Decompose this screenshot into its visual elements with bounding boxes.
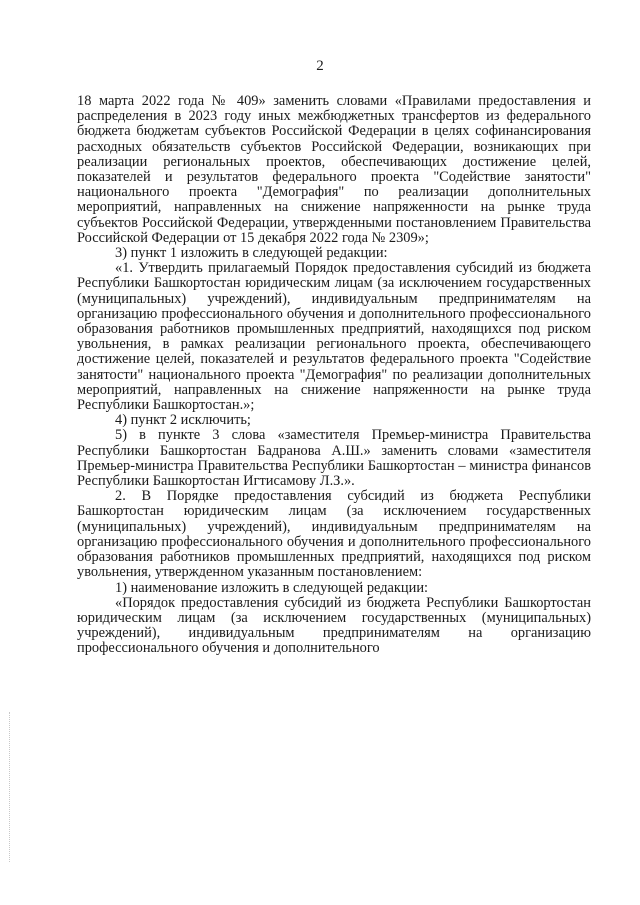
paragraph-8: «Порядок предоставления субсидий из бюджета Республики Башкортостан юридическим лицам (за исключением государственных (муниципальных) учреждений), индивидуальным предпринимателям на организацию профессионального обучения и дополнительного	[77, 594, 591, 657]
document-body	[77, 94, 591, 657]
paragraph-7: 1) наименование изложить в следующей редакции:	[115, 579, 429, 596]
paragraph-4: 4) пункт 2 исключить;	[115, 412, 251, 429]
paragraph-6: 2. В Порядке предоставления субсидий из бюджета Республики Башкортостан юридическим лицам (за исключением государственных (муниципальных) учреждений), индивидуальным предпринимателям на организацию профессионального обучения и дополнительного профессионального образования работников промышленных предприятий, находящихся под риском увольнения, утвержденном указанным постановлением:	[77, 488, 591, 581]
paragraph-1: 18 марта 2022 года № 409» заменить словами «Правилами предоставления и распределения в 2023 году иных межбюджетных трансфертов из федерального бюджета бюджетам субъектов Российской Федерации в целях софинансирования расходных обязательств субъектов Российской Федерации, возникающих при реализации региональных проектов, обеспечивающих достижение целей, показателей и результатов федерального проекта "Содействие занятости" национального проекта "Демография" по реализации дополнительных мероприятий, направленных на снижение напряженности на рынке труда субъектов Российской Федерации, утвержденными постановлением Правительства Российской Федерации от 15 декабря 2022 года № 2309»;	[77, 93, 591, 246]
paragraph-5: 5) в пункте 3 слова «заместителя Премьер-министра Правительства Республики Башкортостан Бадранова А.Ш.» заменить словами «заместителя Премьер-министра Правительства Республики Башкортостан – министра финансов Республики Башкортостан Игтисамову Л.З.».	[77, 427, 591, 490]
paragraph-2: 3) пункт 1 изложить в следующей редакции:	[115, 245, 388, 262]
scan-margin-marks	[9, 712, 12, 862]
page-number: 2	[316, 58, 324, 74]
paragraph-3: «1. Утвердить прилагаемый Порядок предоставления субсидий из бюджета Республики Башкортостан юридическим лицам (за исключением государственных (муниципальных) учреждений), индивидуальным предпринимателям на организацию профессионального обучения и дополнительного профессионального образования работников промышленных предприятий, находящихся под риском увольнения, в рамках реализации регионального проекта, обеспечивающего достижение целей, показателей и результатов федерального проекта "Содействие занятости" национального проекта "Демография" по реализации дополнительных мероприятий, направленных на снижение напряженности на рынке труда Республики Башкортостан.»;	[77, 260, 591, 414]
